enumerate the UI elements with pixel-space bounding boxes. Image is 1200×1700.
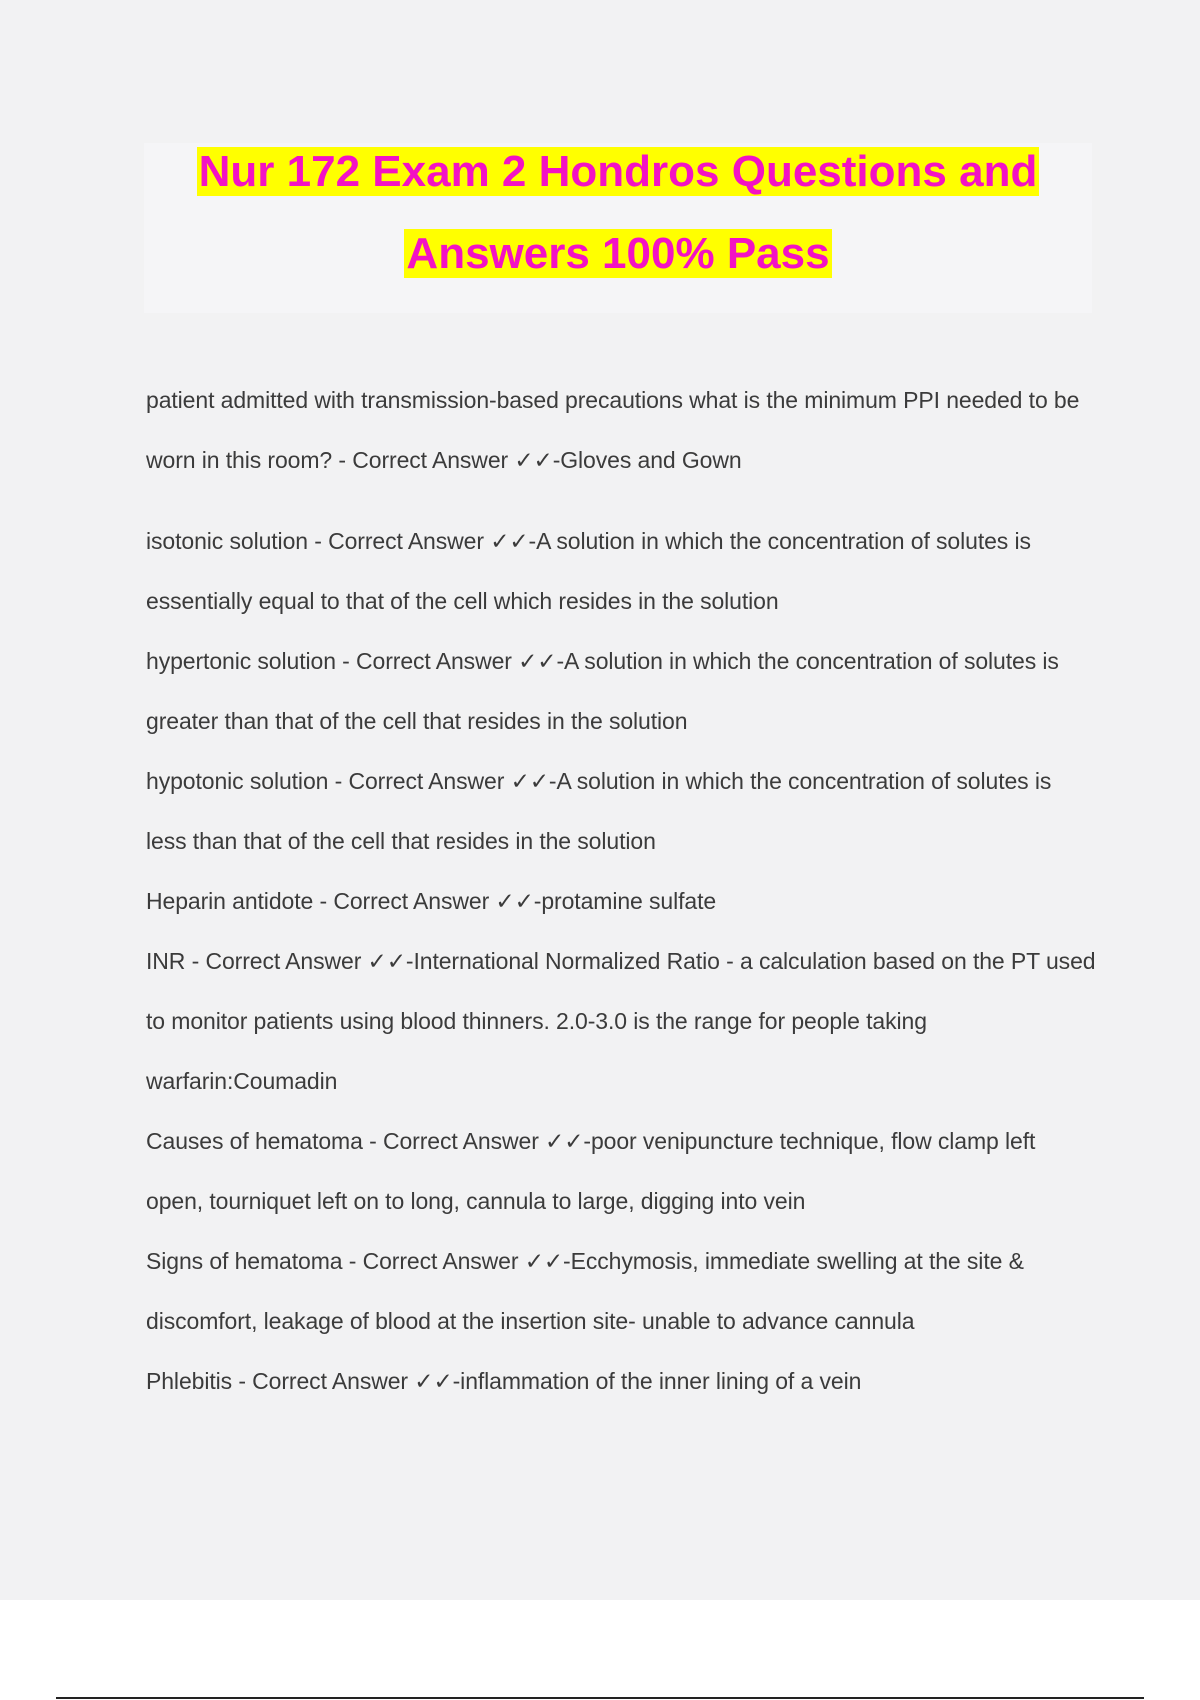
qa-entry-isotonic: isotonic solution - Correct Answer ✓✓-A solution in which the concentration of solutes is essentially equal to that of the cell which resides in the solution [146,528,1031,614]
qa-list [146,370,1096,1411]
qa-entry-heparin-antidote: Heparin antidote - Correct Answer ✓✓-protamine sulfate [146,888,717,914]
qa-entry-hypertonic: hypertonic solution - Correct Answer ✓✓-A solution in which the concentration of solutes is greater than that of the cell that resides in the solution [146,648,1059,734]
qa-entry-ppe: patient admitted with transmission-based precautions what is the minimum PPI needed to be worn in this room? - Correct Answer ✓✓-Gloves and Gown [146,387,1080,473]
page-divider-line [56,1697,1144,1699]
title-line-2-text: Answers 100% Pass [406,229,830,278]
qa-entry-phlebitis: Phlebitis - Correct Answer ✓✓-inflammation of the inner lining of a vein [146,1368,862,1394]
qa-entry-inr: INR - Correct Answer ✓✓-International Normalized Ratio - a calculation based on the PT used to monitor patients using blood thinners. 2.0-3.0 is the range for people taking warfarin:Coumadin [146,948,1096,1094]
title-line-2 [144,227,1092,281]
qa-entry-hematoma-signs: Signs of hematoma - Correct Answer ✓✓-Ecchymosis, immediate swelling at the site & discomfort, leakage of blood at the insertion site- unable to advance cannula [146,1248,1024,1334]
qa-entry-hematoma-causes: Causes of hematoma - Correct Answer ✓✓-poor venipuncture technique, flow clamp left open, tourniquet left on to long, cannula to large, digging into vein [146,1128,1036,1214]
title-block [144,143,1092,313]
qa-entry-hypotonic: hypotonic solution - Correct Answer ✓✓-A solution in which the concentration of solutes is less than that of the cell that resides in the solution [146,768,1052,854]
title-line-1 [144,145,1092,199]
title-line-1-text: Nur 172 Exam 2 Hondros Questions and [198,147,1038,196]
